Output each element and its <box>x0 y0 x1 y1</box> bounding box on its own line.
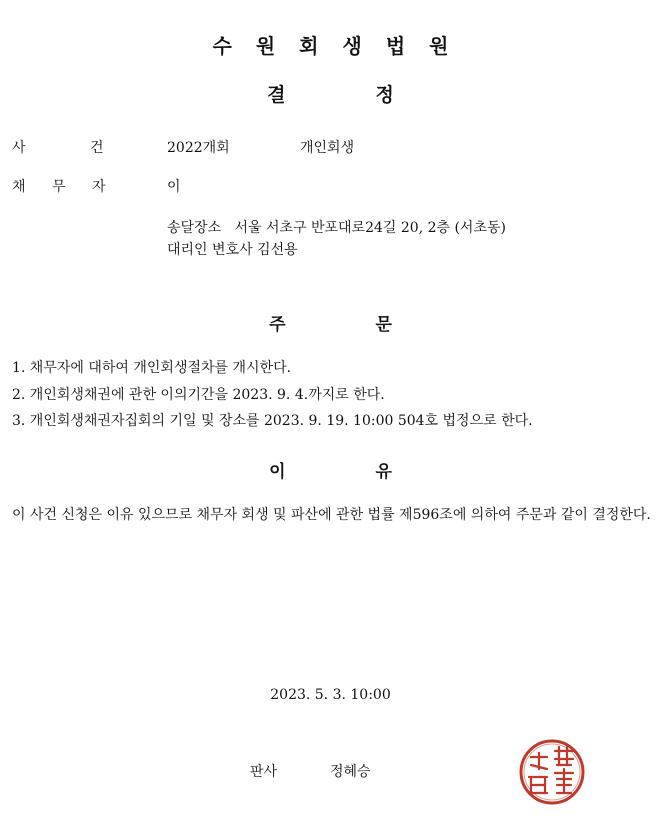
judge-seal-icon <box>515 735 590 810</box>
debtor-label-char: 무 <box>52 179 66 195</box>
address-label: 송달장소 <box>167 220 222 236</box>
debtor-label-char: 채 <box>12 179 26 195</box>
reason-heading-char: 이 <box>269 462 286 482</box>
court-name <box>0 30 661 59</box>
document-type <box>0 80 661 107</box>
court-name-char: 수 <box>212 34 232 58</box>
order-item-3: 3. 개인회생채권자집회의 기일 및 장소를 2023. 9. 19. 10:00 504호 법정으로 한다. <box>12 413 533 429</box>
case-label-char: 건 <box>90 140 104 156</box>
debtor-label <box>12 176 132 196</box>
order-item-1: 1. 채무자에 대하여 개인회생절차를 개시한다. <box>12 360 292 376</box>
order-heading <box>0 310 661 335</box>
court-name-char: 생 <box>342 34 362 58</box>
court-name-char: 법 <box>385 34 406 58</box>
judge-name: 정혜승 <box>330 764 371 780</box>
debtor-name: 이 <box>167 179 181 195</box>
court-name-char: 원 <box>255 34 276 58</box>
debtor-address-line <box>167 217 506 237</box>
document-type-char: 정 <box>375 84 394 106</box>
order-heading-char: 문 <box>375 315 392 335</box>
case-label <box>12 137 26 157</box>
court-name-char: 회 <box>299 34 319 58</box>
reason-heading <box>0 457 661 482</box>
case-label-2 <box>90 137 104 157</box>
reason-heading-char: 유 <box>375 462 392 482</box>
debtor-agent: 대리인 변호사 김선용 <box>167 242 298 258</box>
case-number: 2022개회 <box>167 140 230 156</box>
judge-title: 판사 <box>250 764 278 780</box>
case-type: 개인회생 <box>300 140 355 156</box>
debtor-label-char: 자 <box>92 179 106 195</box>
address: 서울 서초구 반포대로24길 20, 2층 (서초동) <box>234 220 506 236</box>
court-name-char: 원 <box>429 34 449 58</box>
document-type-char: 결 <box>267 84 286 106</box>
decision-date: 2023. 5. 3. 10:00 <box>270 687 391 703</box>
order-heading-char: 주 <box>269 315 286 335</box>
order-item-2: 2. 개인회생채권에 관한 이의기간을 2023. 9. 4.까지로 한다. <box>12 387 385 403</box>
case-label-char: 사 <box>12 140 26 156</box>
reason-text: 이 사건 신청은 이유 있으므로 채무자 회생 및 파산에 관한 법률 제596조에 의하여 주문과 같이 결정한다. <box>12 507 651 523</box>
